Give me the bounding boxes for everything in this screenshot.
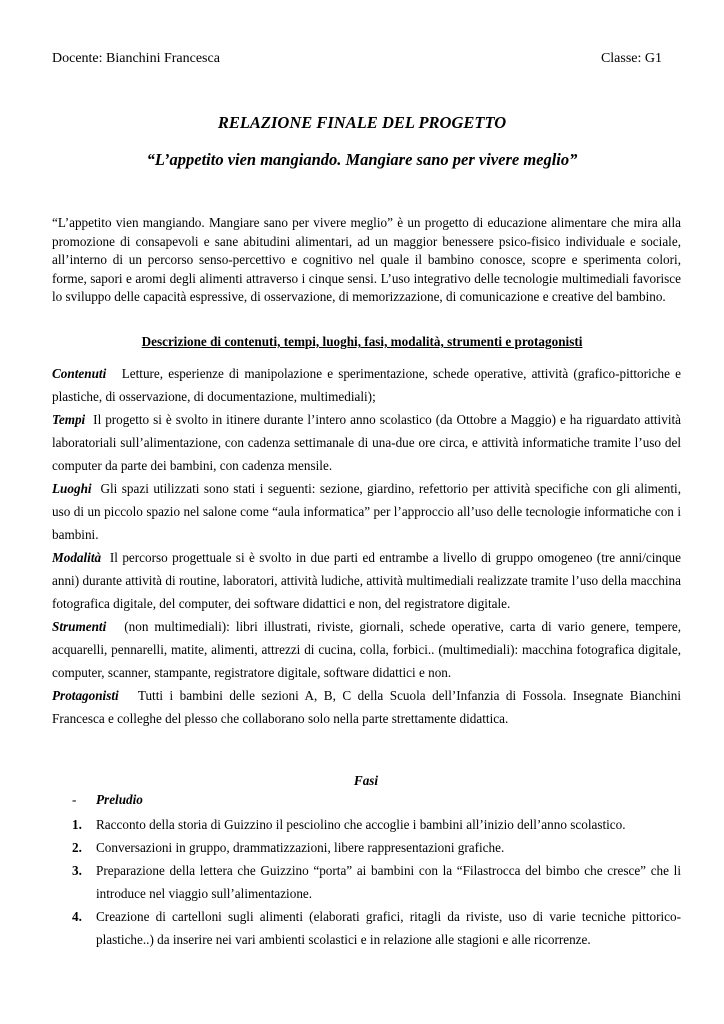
section-modalita	[52, 546, 681, 615]
step-number: 2.	[72, 840, 82, 855]
section-label: Luoghi	[52, 481, 92, 496]
section-label: Contenuti	[52, 366, 107, 381]
intro-paragraph: “L’appetito vien mangiando. Mangiare sano per vivere meglio” è un progetto di educazione alimentare che mira alla promozione di consapevoli e sane abitudini alimentari, ad un maggior benessere psico-fisico individuale e sociale, all’interno di un percorso senso-percettivo e cognitivo nel quale il bambino conosce, scopre e sperimenta colori, forme, sapori e aromi degli alimenti attraverso i cinque sensi. L’uso integrativo delle tecnologie multimediali favorisce lo sviluppo delle capacità espressive, di osservazione, di memorizzazione, di comunicazione e creative del bambino.	[52, 215, 681, 305]
section-text: Letture, esperienze di manipolazione e sperimentazione, schede operative, attività (grafico-pittoriche e plastiche, di osservazione, di documentazione, multimediali);	[52, 366, 682, 404]
list-item	[72, 836, 681, 859]
prelude-label: Preludio	[96, 792, 143, 807]
prelude-item	[72, 792, 143, 808]
section-label: Modalità	[52, 550, 102, 565]
step-text: Preparazione della lettera che Guizzino “porta” ai bambini con la “Filastrocca del bimbo che cresce” che li introduce nel viaggio sull’alimentazione.	[96, 863, 681, 901]
step-text: Creazione di cartelloni sugli alimenti (elaborati grafici, ritagli da riviste, uso di varie tecniche pittorico-plastiche..) da inserire nei vari ambienti scolastici e in relazione alle stagioni e alle ricorrenze.	[96, 909, 681, 947]
section-label: Protagonisti	[52, 688, 119, 703]
section-contenuti	[52, 362, 681, 408]
fasi-steps-list	[72, 813, 681, 951]
list-dash: -	[72, 792, 77, 807]
section-text: Tutti i bambini delle sezioni A, B, C della Scuola dell’Infanzia di Fossola. Insegnate Bianchini Francesca e colleghe del plesso che collaborano solo nella parte strettamente didattica.	[52, 688, 681, 726]
list-item	[72, 813, 681, 836]
document-subtitle: “L’appetito vien mangiando. Mangiare sano per vivere meglio”	[146, 150, 578, 169]
sections-list	[52, 362, 681, 730]
step-text: Racconto della storia di Guizzino il pesciolino che accoglie i bambini all’inizio dell’anno scolastico.	[96, 817, 626, 832]
section-luoghi	[52, 477, 681, 546]
description-heading: Descrizione di contenuti, tempi, luoghi, fasi, modalità, strumenti e protagonisti	[141, 334, 583, 349]
step-number: 3.	[72, 863, 82, 878]
section-label: Tempi	[52, 412, 86, 427]
list-item	[72, 905, 681, 951]
section-text: Il percorso progettuale si è svolto in due parti ed entrambe a livello di gruppo omogeneo (tre anni/cinque anni) durante attività di routine, laboratori, attività ludiche, attività multimediali realizzate tramite l’uso della macchina fotografica digitale, del computer, dei software didattici e non, del registratore digitale.	[52, 550, 682, 611]
class-label: Classe: G1	[600, 51, 662, 66]
page-header	[52, 51, 662, 67]
section-text: (non multimediali): libri illustrati, riviste, giornali, schede operative, carta di vario genere, tempere, acquarelli, pennarelli, matite, alimenti, attrezzi di cucina, colla, forbici.. (multimediali): macchina fotografica digitale, computer, scanner, stampante, registratore digitale, software didattici e non.	[52, 619, 681, 680]
step-number: 4.	[72, 909, 82, 924]
section-strumenti	[52, 615, 681, 684]
list-item	[72, 859, 681, 905]
fasi-heading: Fasi	[353, 773, 379, 788]
section-text: Gli spazi utilizzati sono stati i seguenti: sezione, giardino, refettorio per attività specifiche con gli alimenti, uso di un piccolo spazio nel salone come “aula informatica” per l’approccio all’uso delle tecnologie informatiche con i bambini.	[52, 481, 682, 542]
step-number: 1.	[72, 817, 82, 832]
section-tempi	[52, 408, 681, 477]
section-text: Il progetto si è svolto in itinere durante l’intero anno scolastico (da Ottobre a Maggio) e ha riguardato attività laboratoriali sull’alimentazione, con cadenza settimanale di una-due ore circa, e attività informatiche tramite l’uso del computer da parte dei bambini, con cadenza mensile.	[52, 412, 682, 473]
document-title: RELAZIONE FINALE DEL PROGETTO	[217, 113, 507, 132]
teacher-name: Docente: Bianchini Francesca	[52, 51, 220, 66]
section-label: Strumenti	[52, 619, 107, 634]
section-protagonisti	[52, 684, 681, 730]
step-text: Conversazioni in gruppo, drammatizzazioni, libere rappresentazioni grafiche.	[96, 840, 505, 855]
